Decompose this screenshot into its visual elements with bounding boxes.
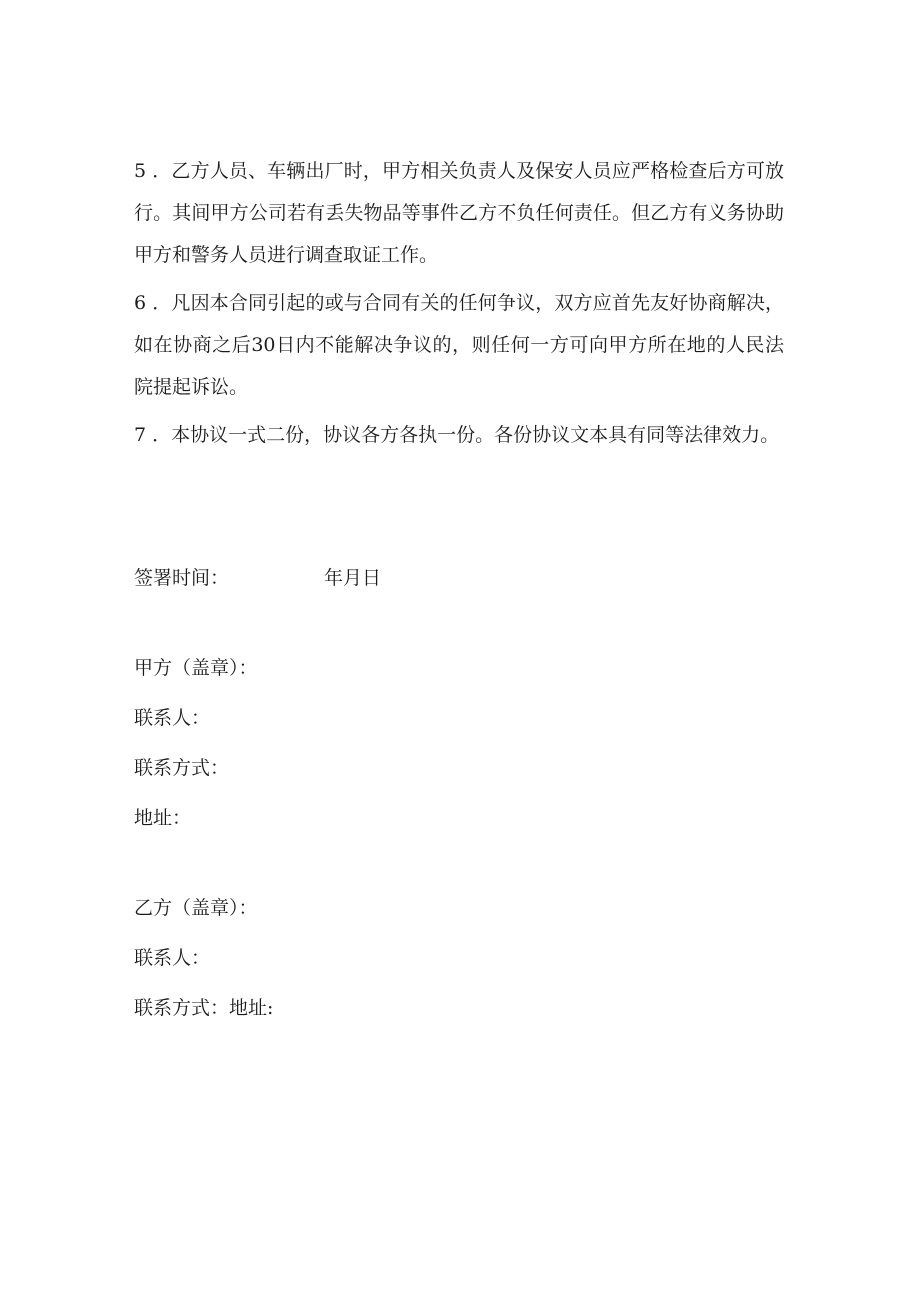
party-a-phone-label: 联系方式： [134,757,230,779]
party-a-seal-label: 甲方（盖章）： [134,657,258,679]
clause-6: 6 ．凡因本合同引起的或与合同有关的任何争议，双方应首先友好协商解决，如在协商之后30日内不能解决争议的，则任何一方可向甲方所在地的人民法院提起诉讼。 [134,292,784,398]
signing-date-placeholder: 年月日 [324,567,382,589]
party-a-contact-label: 联系人： [134,707,211,729]
party-a-address-label: 地址： [134,807,192,829]
party-b-phone-address-label: 联系方式：地址: [134,997,274,1019]
clause-7: 7 ．本协议一式二份，协议各方各执一份。各份协议文本具有同等法律效力。 [134,424,780,446]
party-b-contact-label: 联系人： [134,947,211,969]
signing-time-label: 签署时间： [134,567,230,589]
clause-5: 5 ．乙方人员、车辆出厂时，甲方相关负责人及保安人员应严格检查后方可放行。其间甲方公司若有丢失物品等事件乙方不负任何责任。但乙方有义务协助甲方和警务人员进行调查取证工作。 [134,160,784,266]
party-b-seal-label: 乙方（盖章）： [134,897,258,919]
